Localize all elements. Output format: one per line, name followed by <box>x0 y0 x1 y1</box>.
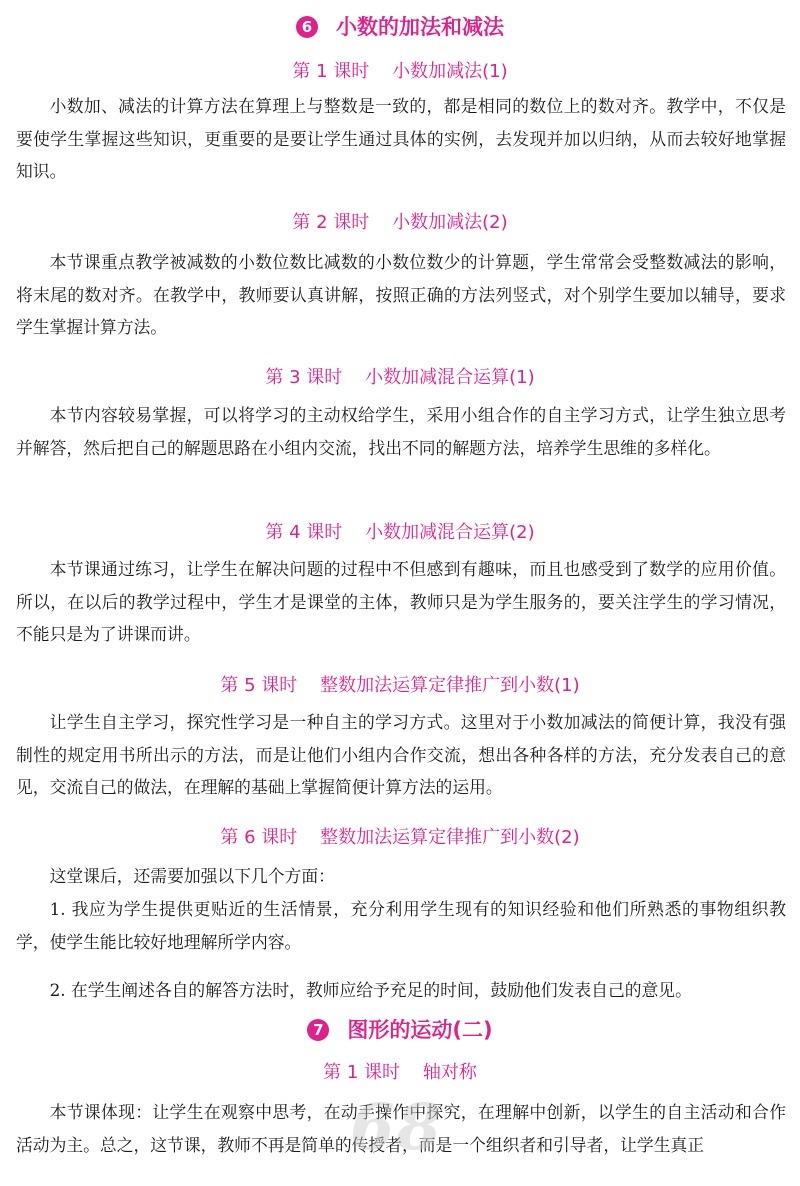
unit-number-badge: 7 <box>307 1019 329 1041</box>
lesson-title: 第 6 课时 整数加法运算定律推广到小数(2) <box>220 827 580 848</box>
paragraph: 本节课重点教学被减数的小数位数比减数的小数位数少的计算题，学生常常会受整数减法的影响，将末尾的数对齐。在教学中，教师要认真讲解，按照正确的方法列竖式，对个别学生要加以辅导，要求学生掌握计算方法。 <box>16 252 786 337</box>
unit-number-badge: 6 <box>296 16 318 38</box>
paragraph: 本节课体现：让学生在观察中思考，在动手操作中探究，在理解中创新，以学生的自主活动和合作活动为主。总之，这节课，教师不再是简单的传授者，而是一个组织者和引导者，让学生真正 <box>16 1102 786 1155</box>
paragraph: 这堂课后，还需要加强以下几个方面： <box>49 866 335 886</box>
unit-title <box>0 1015 800 1045</box>
lesson-title: 第 5 课时 整数加法运算定律推广到小数(1) <box>220 675 580 696</box>
lesson-title: 第 1 课时 轴对称 <box>323 1062 477 1083</box>
lesson-title: 第 3 课时 小数加减混合运算(1) <box>265 367 535 388</box>
paragraph: 本节课通过练习，让学生在解决问题的过程中不但感到有趣味，而且也感受到了数学的应用价值。所以，在以后的教学过程中，学生才是课堂的主体，教师只是为学生服务的，要关注学生的学习情况，不能只是为了讲课而讲。 <box>16 559 786 644</box>
lesson-title: 第 1 课时 小数加减法(1) <box>292 61 508 82</box>
paragraph: 2. 在学生阐述各自的解答方法时，教师应给予充足的时间，鼓励他们发表自己的意见。 <box>49 980 692 1000</box>
unit-title-text: 图形的运动(二) <box>347 1018 493 1042</box>
page-number-watermark: 68 <box>350 1090 444 1165</box>
lesson-title: 第 4 课时 小数加减混合运算(2) <box>265 522 535 543</box>
unit-title <box>0 12 800 42</box>
paragraph: 1. 我应为学生提供更贴近的生活情景，充分利用学生现有的知识经验和他们所熟悉的事物组织教学，使学生能比较好地理解所学内容。 <box>16 899 786 952</box>
paragraph: 让学生自主学习，探究性学习是一种自主的学习方式。这里对于小数加减法的简便计算，我没有强制性的规定用书所出示的方法，而是让他们小组内合作交流，想出各种各样的方法，充分发表自己的意见，交流自己的做法，在理解的基础上掌握简便计算方法的运用。 <box>16 712 786 797</box>
unit-title-text: 小数的加法和减法 <box>336 15 504 39</box>
paragraph: 小数加、减法的计算方法在算理上与整数是一致的，都是相同的数位上的数对齐。教学中，不仅是要使学生掌握这些知识，更重要的是要让学生通过具体的实例，去发现并加以归纳，从而去较好地掌握知识。 <box>16 96 786 181</box>
lesson-title: 第 2 课时 小数加减法(2) <box>292 212 508 233</box>
paragraph: 本节内容较易掌握，可以将学习的主动权给学生，采用小组合作的自主学习方式，让学生独立思考并解答，然后把自己的解题思路在小组内交流，找出不同的解题方法，培养学生思维的多样化。 <box>16 405 786 458</box>
